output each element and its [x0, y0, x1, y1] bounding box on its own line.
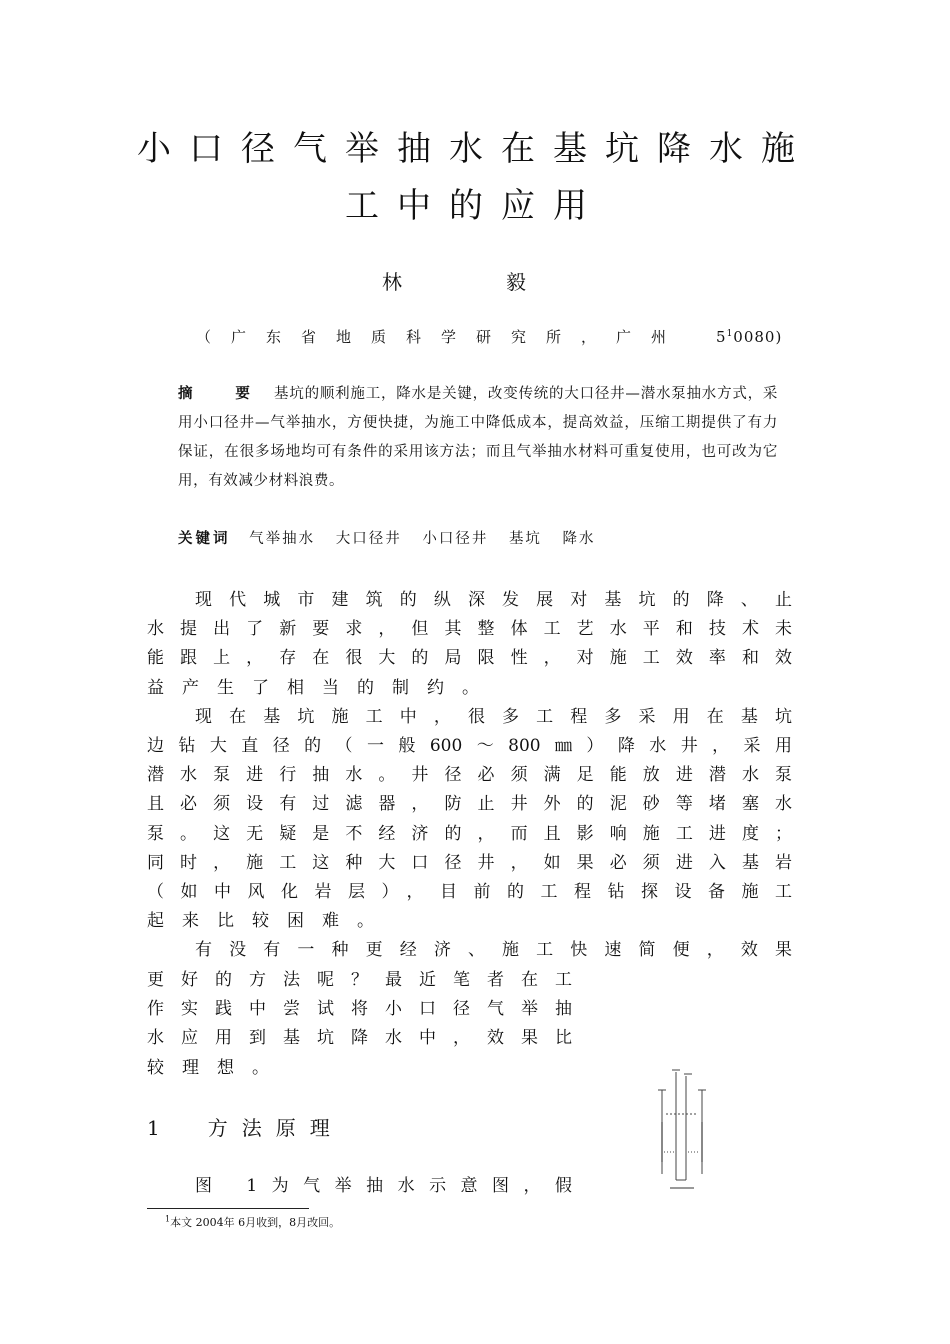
abstract: [178, 379, 778, 496]
keyword: 降水: [562, 531, 596, 547]
body-line: 益产生了相当的制约。: [147, 677, 497, 698]
footnote-rule: [147, 1208, 309, 1209]
body-line: 且必须设有过滤器，防止井外的泥砂等堵塞水: [147, 794, 792, 815]
body-text: [147, 586, 792, 966]
section-heading: 1 方法原理: [147, 1116, 344, 1140]
affiliation-text: （广东省地质科学研究所，广州: [196, 328, 687, 346]
body-line: 水提出了新要求，但其整体工艺水平和技术未: [147, 619, 792, 640]
keyword: 气举抽水: [249, 531, 316, 547]
body-text-narrow: [147, 966, 572, 1083]
keywords: [178, 527, 612, 548]
body-line: 图 1为气举抽水示意图，假: [195, 1176, 572, 1196]
abstract-label: 摘 要: [178, 385, 265, 402]
body-line: 水应用到基坑降水中，效果比: [147, 1028, 572, 1049]
body-line: 有没有一种更经济、施工快速简便，效果: [195, 940, 792, 961]
body-line: 更好的方法呢？最近笔者在工: [147, 970, 572, 990]
keywords-label: 关键词: [178, 530, 231, 547]
body-line: 同时，施工这种大口径井，如果必须进入基岩: [147, 852, 792, 873]
body-line: 起来比较困难。: [147, 911, 392, 932]
footnote: $^1$本文 2004年 6月收到，8月改回。: [165, 1214, 341, 1229]
title-line-1: 小口径气举抽水在基坑降水施: [137, 129, 813, 169]
body-line: 现代城市建筑的纵深发展对基坑的降、止: [195, 590, 792, 610]
keyword: 大口径井: [335, 531, 402, 547]
postal-code: $5^10080$): [716, 328, 783, 346]
body-line: 能跟上，存在很大的局限性，对施工效率和效: [147, 648, 792, 669]
body-line: （如中风化岩层），目前的工程钻探设备施工: [147, 882, 792, 903]
body-line: 边钻大直径的（一般600～800㎜）降水井，采用: [147, 736, 792, 757]
keyword: 小口径井: [422, 531, 489, 547]
title-line-2: 工中的应用: [345, 186, 605, 226]
body-line: 泵。这无疑是不经济的，而且影响施工进度；: [147, 823, 792, 844]
section-body: [147, 1172, 572, 1201]
body-line: 现在基坑施工中，很多工程多采用在基坑: [195, 706, 792, 727]
body-line: 较理想。: [147, 1057, 287, 1078]
body-line: 潜水泵进行抽水。井径必须满足能放进潜水泵: [147, 765, 792, 786]
affiliation: [196, 326, 782, 347]
body-line: 作实践中尝试将小口径气举抽: [147, 999, 572, 1020]
abstract-text: 基坑的顺利施工，降水是关键，改变传统的大口径井—潜水泵抽水方式，采用小口径井—气举抽水，方便快捷，为施工中降低成本，提高效益，压缩工期提供了有力保证，在很多场地均可有条件的采用该方法；而且气举抽水材料可重复使用，也可改为它用，有效减少材料浪费。: [178, 386, 779, 489]
author: 林 毅: [382, 270, 568, 294]
airlift-diagram-figure: [652, 1062, 712, 1197]
keyword: 基坑: [508, 531, 542, 547]
